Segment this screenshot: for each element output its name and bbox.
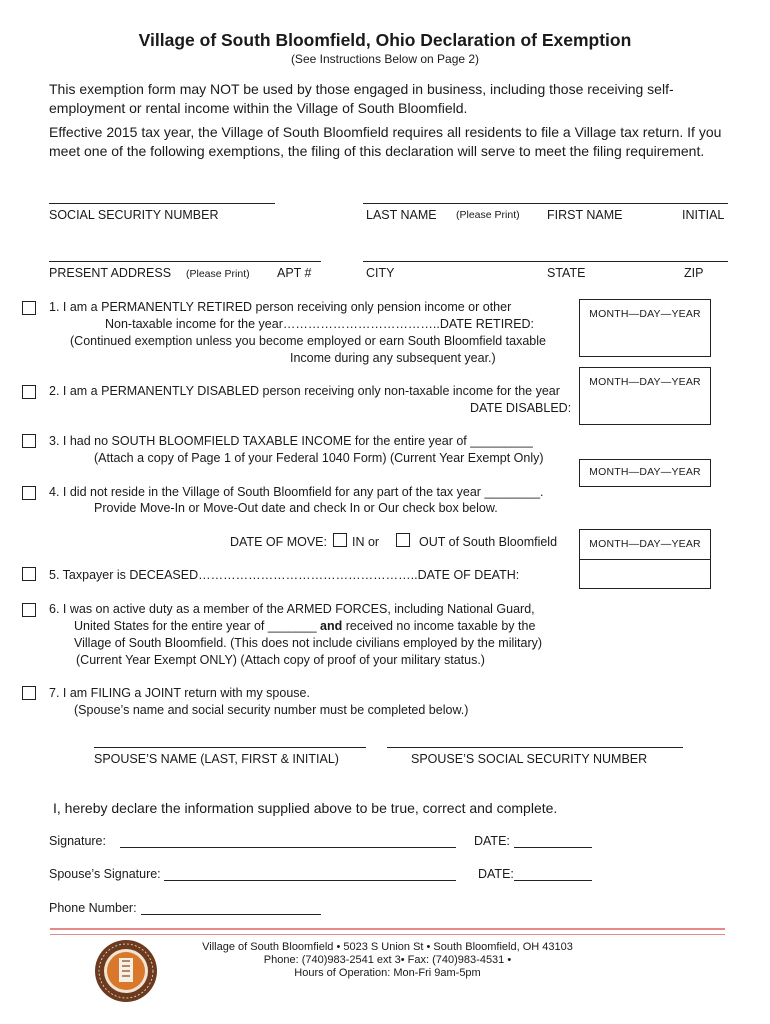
date-of-move-box[interactable] — [579, 529, 711, 561]
date1-label: DATE: — [474, 834, 510, 848]
move-in-label: IN or — [352, 535, 380, 549]
ssn-field[interactable] — [49, 203, 275, 204]
item4-line2: Provide Move-In or Move-Out date and check In or Our check box below. — [94, 501, 498, 515]
item7-line2: (Spouse’s name and social security number must be completed below.) — [74, 703, 469, 717]
page-title: Village of South Bloomfield, Ohio Declaration of Exemption — [138, 30, 632, 50]
date-nonresident-box[interactable] — [579, 459, 711, 487]
date-retired-format: MONTH—DAY—YEAR — [589, 308, 701, 320]
phone-field[interactable] — [141, 914, 321, 915]
date-of-move-format: MONTH—DAY—YEAR — [589, 538, 701, 550]
item6-line3: Village of South Bloomfield. (This does not include civilians employed by the military) — [74, 636, 543, 650]
date1-field[interactable] — [514, 847, 592, 848]
checkbox-move-out[interactable] — [396, 533, 410, 547]
item6-line1: 6. I was on active duty as a member of the ARMED FORCES, including National Guard, — [49, 602, 535, 616]
signature-field[interactable] — [120, 847, 456, 848]
footer-rule-bottom — [50, 934, 725, 935]
ssn-label: SOCIAL SECURITY NUMBER — [49, 208, 219, 222]
checkbox-deceased[interactable] — [22, 567, 36, 581]
signature-label: Signature: — [49, 834, 106, 848]
spouse-name-field[interactable] — [94, 747, 366, 748]
please-print-note: (Please Print) — [456, 209, 520, 221]
item1-line3: (Continued exemption unless you become employed or earn South Bloomfield taxable — [70, 334, 546, 348]
intro-paragraph-1: This exemption form may NOT be used by those engaged in business, including those receiving self-employment or rental income within the Village of South Bloomfield. — [49, 81, 674, 116]
item6-line2-and: and — [320, 619, 343, 633]
first-name-label: FIRST NAME — [547, 208, 623, 222]
date-nonresident-format: MONTH—DAY—YEAR — [589, 466, 701, 478]
checkbox-nonresident[interactable] — [22, 486, 36, 500]
checkbox-retired[interactable] — [22, 301, 36, 315]
item7-line1: 7. I am FILING a JOINT return with my spouse. — [49, 686, 310, 700]
footer-rule-top — [50, 928, 725, 930]
checkbox-joint-return[interactable] — [22, 686, 36, 700]
checkbox-no-taxable-income[interactable] — [22, 434, 36, 448]
item6-line4: (Current Year Exempt ONLY) (Attach copy of proof of your military status.) — [76, 653, 485, 667]
item6-line2 — [74, 618, 535, 635]
date2-field[interactable] — [514, 880, 592, 881]
footer-address: Village of South Bloomfield • 5023 S Union St • South Bloomfield, OH 43103 — [202, 941, 573, 953]
address-print-note: (Please Print) — [186, 268, 250, 280]
checkbox-disabled[interactable] — [22, 385, 36, 399]
spouse-ssn-field[interactable] — [387, 747, 683, 748]
date-retired-box[interactable] — [579, 299, 711, 357]
spouse-ssn-label: SPOUSE’S SOCIAL SECURITY NUMBER — [411, 752, 648, 766]
apt-label: APT # — [277, 266, 312, 280]
item1-line2: Non-taxable income for the year………………………………..DATE RETIRED: — [105, 317, 535, 331]
move-out-label: OUT of South Bloomfield — [419, 535, 558, 549]
item5-line1: 5. Taxpayer is DECEASED……………………………………………..DATE OF DEATH: — [49, 568, 520, 582]
item3-line2: (Attach a copy of Page 1 of your Federal 1040 Form) (Current Year Exempt Only) — [94, 451, 544, 465]
date-disabled-format: MONTH—DAY—YEAR — [589, 376, 701, 388]
checkbox-move-in[interactable] — [333, 533, 347, 547]
item2-line2: DATE DISABLED: — [470, 401, 572, 415]
phone-label: Phone Number: — [49, 901, 137, 915]
date-of-death-box[interactable] — [579, 559, 711, 589]
last-name-label: LAST NAME — [366, 208, 437, 222]
checkbox-armed-forces[interactable] — [22, 603, 36, 617]
date-of-move-label: DATE OF MOVE: — [230, 535, 327, 549]
page-subtitle: (See Instructions Below on Page 2) — [290, 52, 480, 66]
item6-line2-c: received no income taxable by the — [342, 619, 536, 633]
spouse-signature-field[interactable] — [164, 880, 456, 881]
initial-label: INITIAL — [682, 208, 725, 222]
item1-line4: Income during any subsequent year.) — [290, 351, 496, 365]
intro-paragraph-2: Effective 2015 tax year, the Village of South Bloomfield requires all residents to file a Village tax return. If you meet one of the following exemptions, the filing of this declaration will serve to meet the filing requirement. — [49, 124, 722, 159]
address-field[interactable] — [49, 261, 321, 262]
footer-contact — [160, 941, 615, 980]
item2-line1: 2. I am a PERMANENTLY DISABLED person receiving only non-taxable income for the year — [49, 384, 560, 398]
item4-line1: 4. I did not reside in the Village of South Bloomfield for any part of the tax year ________. — [49, 485, 544, 499]
city-label: CITY — [366, 266, 395, 280]
city-state-zip-field[interactable] — [363, 261, 728, 262]
item1-line1: 1. I am a PERMANENTLY RETIRED person receiving only pension income or other — [49, 300, 512, 314]
name-field[interactable] — [363, 203, 728, 204]
spouse-name-label: SPOUSE’S NAME (LAST, FIRST & INITIAL) — [94, 752, 339, 766]
footer-phone-fax: Phone: (740)983-2541 ext 3• Fax: (740)983-4531 • — [263, 954, 512, 966]
village-seal-logo — [94, 939, 158, 1003]
spouse-signature-label: Spouse’s Signature: — [49, 867, 161, 881]
item6-line2-a: United States for the entire year of _______ — [74, 619, 320, 633]
address-label: PRESENT ADDRESS — [49, 266, 172, 280]
footer-hours: Hours of Operation: Mon-Fri 9am-5pm — [294, 967, 481, 979]
date-disabled-box[interactable] — [579, 367, 711, 425]
date2-label: DATE: — [478, 867, 514, 881]
state-label: STATE — [547, 266, 586, 280]
declaration-text: I, hereby declare the information supplied above to be true, correct and complete. — [53, 800, 558, 816]
item3-line1: 3. I had no SOUTH BLOOMFIELD TAXABLE INCOME for the entire year of _________ — [49, 434, 533, 448]
zip-label: ZIP — [684, 266, 704, 280]
